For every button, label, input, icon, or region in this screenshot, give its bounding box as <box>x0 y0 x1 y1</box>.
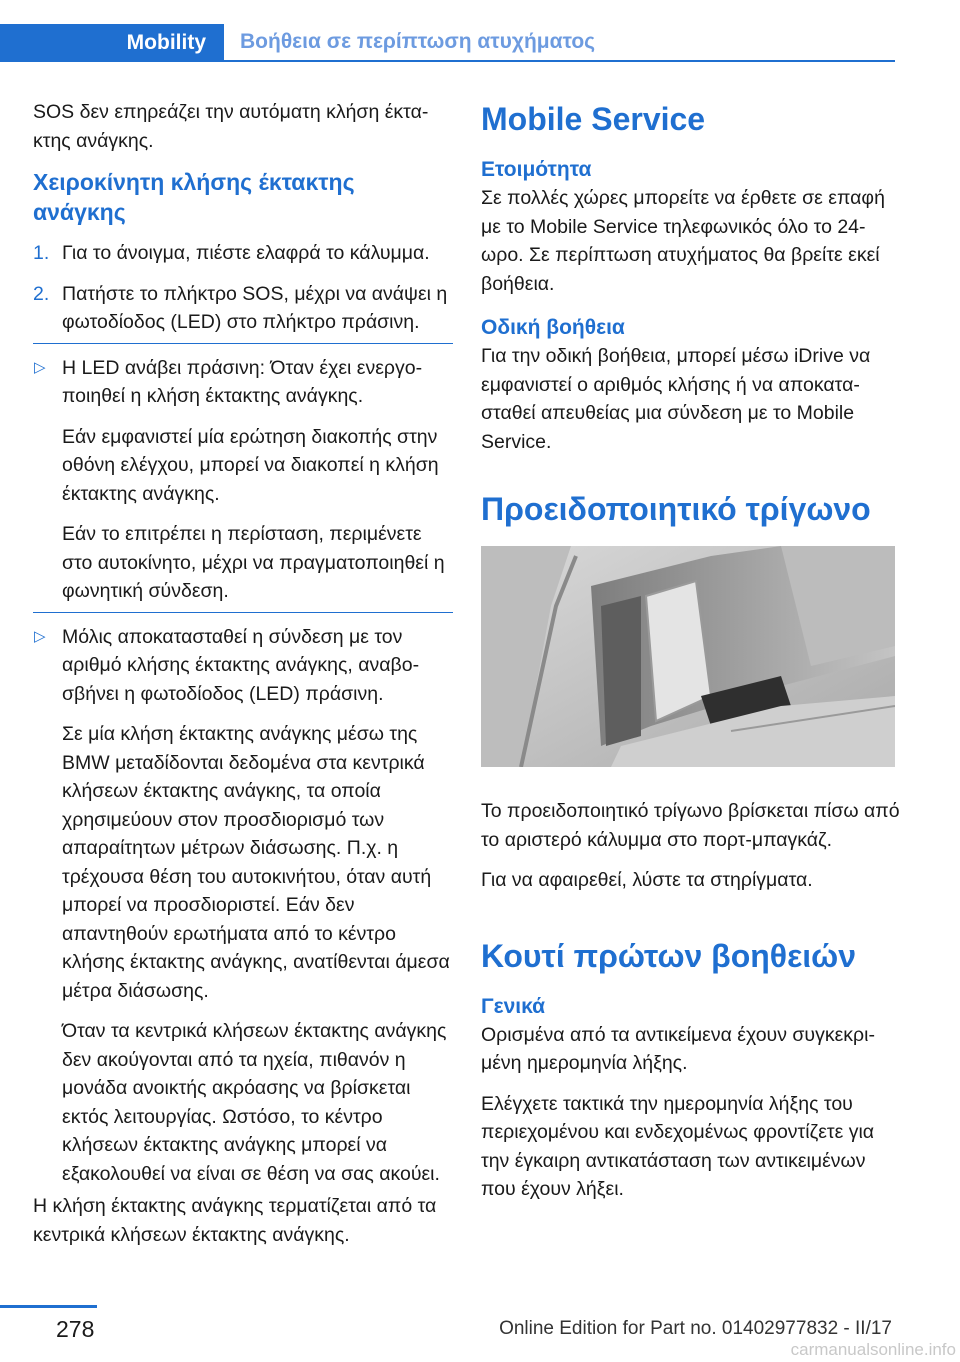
tab-mobility[interactable]: Mobility <box>0 24 224 62</box>
bullet-text: Μόλις αποκατασταθεί η σύνδεση με τον αριθμό κλήσης έκτακτης ανάγκης, αναβοσβήνει η φωτοδίοδος (LED) πράσινη. <box>62 625 420 705</box>
right-column <box>481 98 901 1204</box>
first-aid-title: Κουτί πρώτων βοηθειών <box>481 937 856 974</box>
trunk-photo <box>481 546 895 767</box>
step-1 <box>33 239 453 268</box>
step-number: 1. <box>33 242 50 264</box>
divider <box>33 612 453 613</box>
bullet-led-green <box>33 354 453 606</box>
bullet-paragraph: Σε μία κλήση έκτακτης ανάγκης μέσω της BMW μεταδίδονται δεδομένα στα κεντρικά κλήσεων έκτακτης ανάγκης, τα οποία χρησιμεύουν στον προσδιορισμό των απαραίτητων μέτρων διάσωσης. Π.χ. η τρέχουσα θέση του αυτοκινήτου, όταν αυτή μπορεί να προσδιοριστεί. Εάν δεν απαντηθούν ερωτήματα από το κέντρο κλήσης έκτακτης ανάγκης, ανατίθενται άμεσα μέτρα διάσωσης. <box>62 723 450 1002</box>
header-rule <box>0 60 895 62</box>
road-assist-text: Για την οδική βοήθεια, μπορεί μέσω iDrive να εμφανιστεί ο αριθμός κλήσης ή να αποκατασταθεί απευθείας μια σύνδεση με το Mobile Service. <box>481 345 871 453</box>
bullet-text: Η LED ανάβει πράσινη: Όταν έχει ενεργοποιηθεί η κλήση έκτακτης ανάγκης. <box>62 356 423 407</box>
bullet-paragraph: Εάν το επιτρέπει η περίσταση, περιμένετε στο αυτοκίνητο, μέχρι να πραγματοποιηθεί η φωνητική σύνδεση. <box>62 523 445 602</box>
step-number: 2. <box>33 282 50 305</box>
step-text: Πατήστε το πλήκτρο SOS, μέχρι να ανάψει η φωτοδίοδος (LED) στο πλήκτρο πράσινη. <box>62 282 448 333</box>
triangle-bullet-icon: ▷ <box>34 627 46 645</box>
bullet-connection <box>33 623 453 1189</box>
intro-text: SOS δεν επηρεάζει την αυτόματη κλήση έκτακτης ανάγκης. <box>33 101 429 152</box>
closing-text: Η κλήση έκτακτης ανάγκης τερματίζεται από τα κεντρικά κλήσεων έκτακτης ανάγκης. <box>33 1195 437 1246</box>
triangle-location-text: Το προειδοποιητικό τρίγωνο βρίσκεται πίσω από το αριστερό κάλυμμα στο πορτ-μπαγκάζ. <box>481 800 900 851</box>
general-heading: Γενικά <box>481 994 546 1018</box>
readiness-heading: Ετοιμότητα <box>481 158 592 181</box>
bullet-paragraph: Εάν εμφανιστεί μία ερώτηση διακοπής στην οθόνη ελέγχου, μπορεί να διακοπεί η κλήση έκτακτης ανάγκης. <box>62 425 439 505</box>
left-column <box>33 98 453 1249</box>
triangle-removal-text: Για να αφαιρεθεί, λύστε τα στηρίγματα. <box>481 869 813 891</box>
bullet-paragraph: Όταν τα κεντρικά κλήσεων έκτακτης ανάγκης δεν ακούγονται από τα ηχεία, πιθανόν η μονάδα ανοικτής ακρόασης να βρίσκεται εκτός λειτουργίας. Ωστόσο, το κέντρο κλήσεων έκτακτης ανάγκης μπορεί να εξακολουθεί να είναι σε θέση να σας ακούει. <box>62 1020 447 1185</box>
general-text-2: Ελέγχετε τακτικά την ημερομηνία λήξης του περιεχομένου και ενδεχομένως φροντίζετε για την έγκαιρη αντικατάσταση των αντικειμένων που έχουν λήξει. <box>481 1092 875 1200</box>
step-text: Για το άνοιγμα, πιέστε ελαφρά το κάλυμμα. <box>62 242 430 264</box>
footer-rule <box>0 1305 97 1308</box>
readiness-text: Σε πολλές χώρες μπορείτε να έρθετε σε επαφή με το Mobile Service τηλεφωνικός όλο το 24-ωρο. Σε περίπτωση ατυχήματος θα βρείτε εκεί βοήθεια. <box>481 187 885 295</box>
mobile-service-title: Mobile Service <box>481 101 706 137</box>
road-assist-heading: Οδική βοήθεια <box>481 316 625 339</box>
page-number: 278 <box>56 1316 95 1342</box>
divider <box>33 343 453 344</box>
manual-emergency-heading: Χειροκίνητη κλήσης έκτακτης ανάγκης <box>33 169 355 225</box>
watermark: carmanualsonline.info <box>790 1340 956 1359</box>
general-text-1: Ορισμένα από τα αντικείμενα έχουν συγκεκριμένη ημερομηνία λήξης. <box>481 1023 875 1074</box>
triangle-bullet-icon: ▷ <box>34 358 46 376</box>
warning-triangle-title: Προειδοποιητικό τρίγωνο <box>481 491 871 527</box>
tab-accident-help[interactable]: Βοήθεια σε περίπτωση ατυχήματος <box>240 30 596 53</box>
edition-info: Online Edition for Part no. 01402977832 - II/17 <box>499 1318 892 1339</box>
step-2 <box>33 280 453 337</box>
